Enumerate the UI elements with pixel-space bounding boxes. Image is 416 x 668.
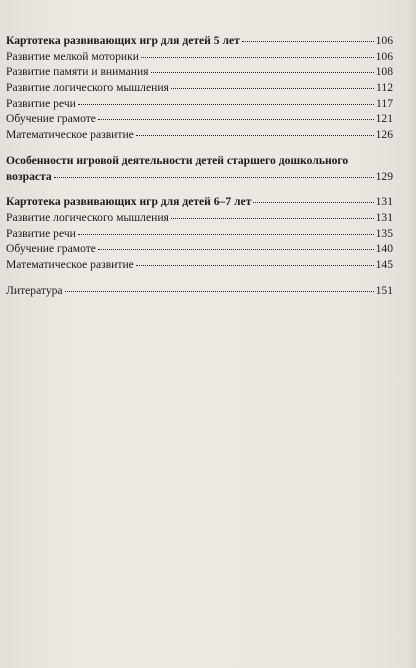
toc-item-label: Развитие речи xyxy=(6,96,76,110)
toc-item-literacy[interactable] xyxy=(6,112,393,128)
dot-leader xyxy=(141,57,374,58)
toc-page-number: 126 xyxy=(375,128,393,142)
toc-page-number: 108 xyxy=(375,65,393,79)
toc-item-label: Литература xyxy=(6,283,63,297)
toc-item-label: Развитие логического мышления xyxy=(6,81,169,95)
toc-item-label: Развитие памяти и внимания xyxy=(6,65,149,79)
dot-leader xyxy=(171,88,374,89)
toc-page-number: 121 xyxy=(375,112,393,126)
toc-page-number: 151 xyxy=(375,283,393,297)
toc-page-number: 129 xyxy=(375,169,393,183)
toc-item-label: Развитие речи xyxy=(6,226,76,240)
toc-item-speech[interactable] xyxy=(6,97,393,113)
toc-item-literacy-6-7[interactable] xyxy=(6,242,393,258)
dot-leader xyxy=(171,218,374,219)
dot-leader xyxy=(136,265,374,266)
toc-item-label: Развитие логического мышления xyxy=(6,210,169,224)
page-edge-shadow xyxy=(408,0,416,668)
toc-heading-label-line-1: Особенности игровой деятельности детей старшего дошкольного xyxy=(6,153,349,167)
table-of-contents xyxy=(6,34,393,299)
toc-page-number: 112 xyxy=(376,81,393,95)
toc-item-math[interactable] xyxy=(6,128,393,144)
toc-heading-play-features[interactable] xyxy=(6,154,393,185)
dot-leader xyxy=(78,234,374,235)
dot-leader xyxy=(253,202,373,203)
toc-page-number: 106 xyxy=(375,34,393,47)
toc-page-number: 140 xyxy=(375,242,393,256)
toc-heading-label: Картотека развивающих игр для детей 5 лет xyxy=(6,34,240,47)
toc-page-number: 131 xyxy=(375,210,393,224)
toc-page-number: 106 xyxy=(375,49,393,63)
toc-item-label: Обучение грамоте xyxy=(6,242,96,256)
toc-item-memory-attention[interactable] xyxy=(6,65,393,81)
toc-item-math-6-7[interactable] xyxy=(6,258,393,274)
dot-leader xyxy=(78,104,374,105)
toc-item-literature[interactable] xyxy=(6,284,393,300)
dot-leader xyxy=(98,119,374,120)
dot-leader xyxy=(136,135,374,136)
toc-page-number: 117 xyxy=(376,96,393,110)
toc-item-label: Математическое развитие xyxy=(6,257,134,271)
toc-heading-games-5[interactable] xyxy=(6,34,393,50)
toc-item-speech-6-7[interactable] xyxy=(6,227,393,243)
toc-item-logical-thinking-6-7[interactable] xyxy=(6,211,393,227)
toc-page-number: 145 xyxy=(375,257,393,271)
toc-heading-label: Картотека развивающих игр для детей 6–7 лет xyxy=(6,195,252,209)
toc-item-label: Развитие мелкой моторики xyxy=(6,49,139,63)
toc-item-fine-motor[interactable] xyxy=(6,50,393,66)
dot-leader xyxy=(242,41,374,42)
toc-heading-label-line-2: возраста xyxy=(6,169,52,183)
toc-page-number: 135 xyxy=(375,226,393,240)
toc-item-logical-thinking[interactable] xyxy=(6,81,393,97)
dot-leader xyxy=(54,177,374,178)
dot-leader xyxy=(98,249,374,250)
toc-page-number: 131 xyxy=(375,195,393,209)
toc-item-label: Математическое развитие xyxy=(6,128,134,142)
toc-item-label: Обучение грамоте xyxy=(6,112,96,126)
dot-leader xyxy=(65,291,374,292)
toc-heading-games-6-7[interactable] xyxy=(6,195,393,211)
dot-leader xyxy=(151,72,374,73)
